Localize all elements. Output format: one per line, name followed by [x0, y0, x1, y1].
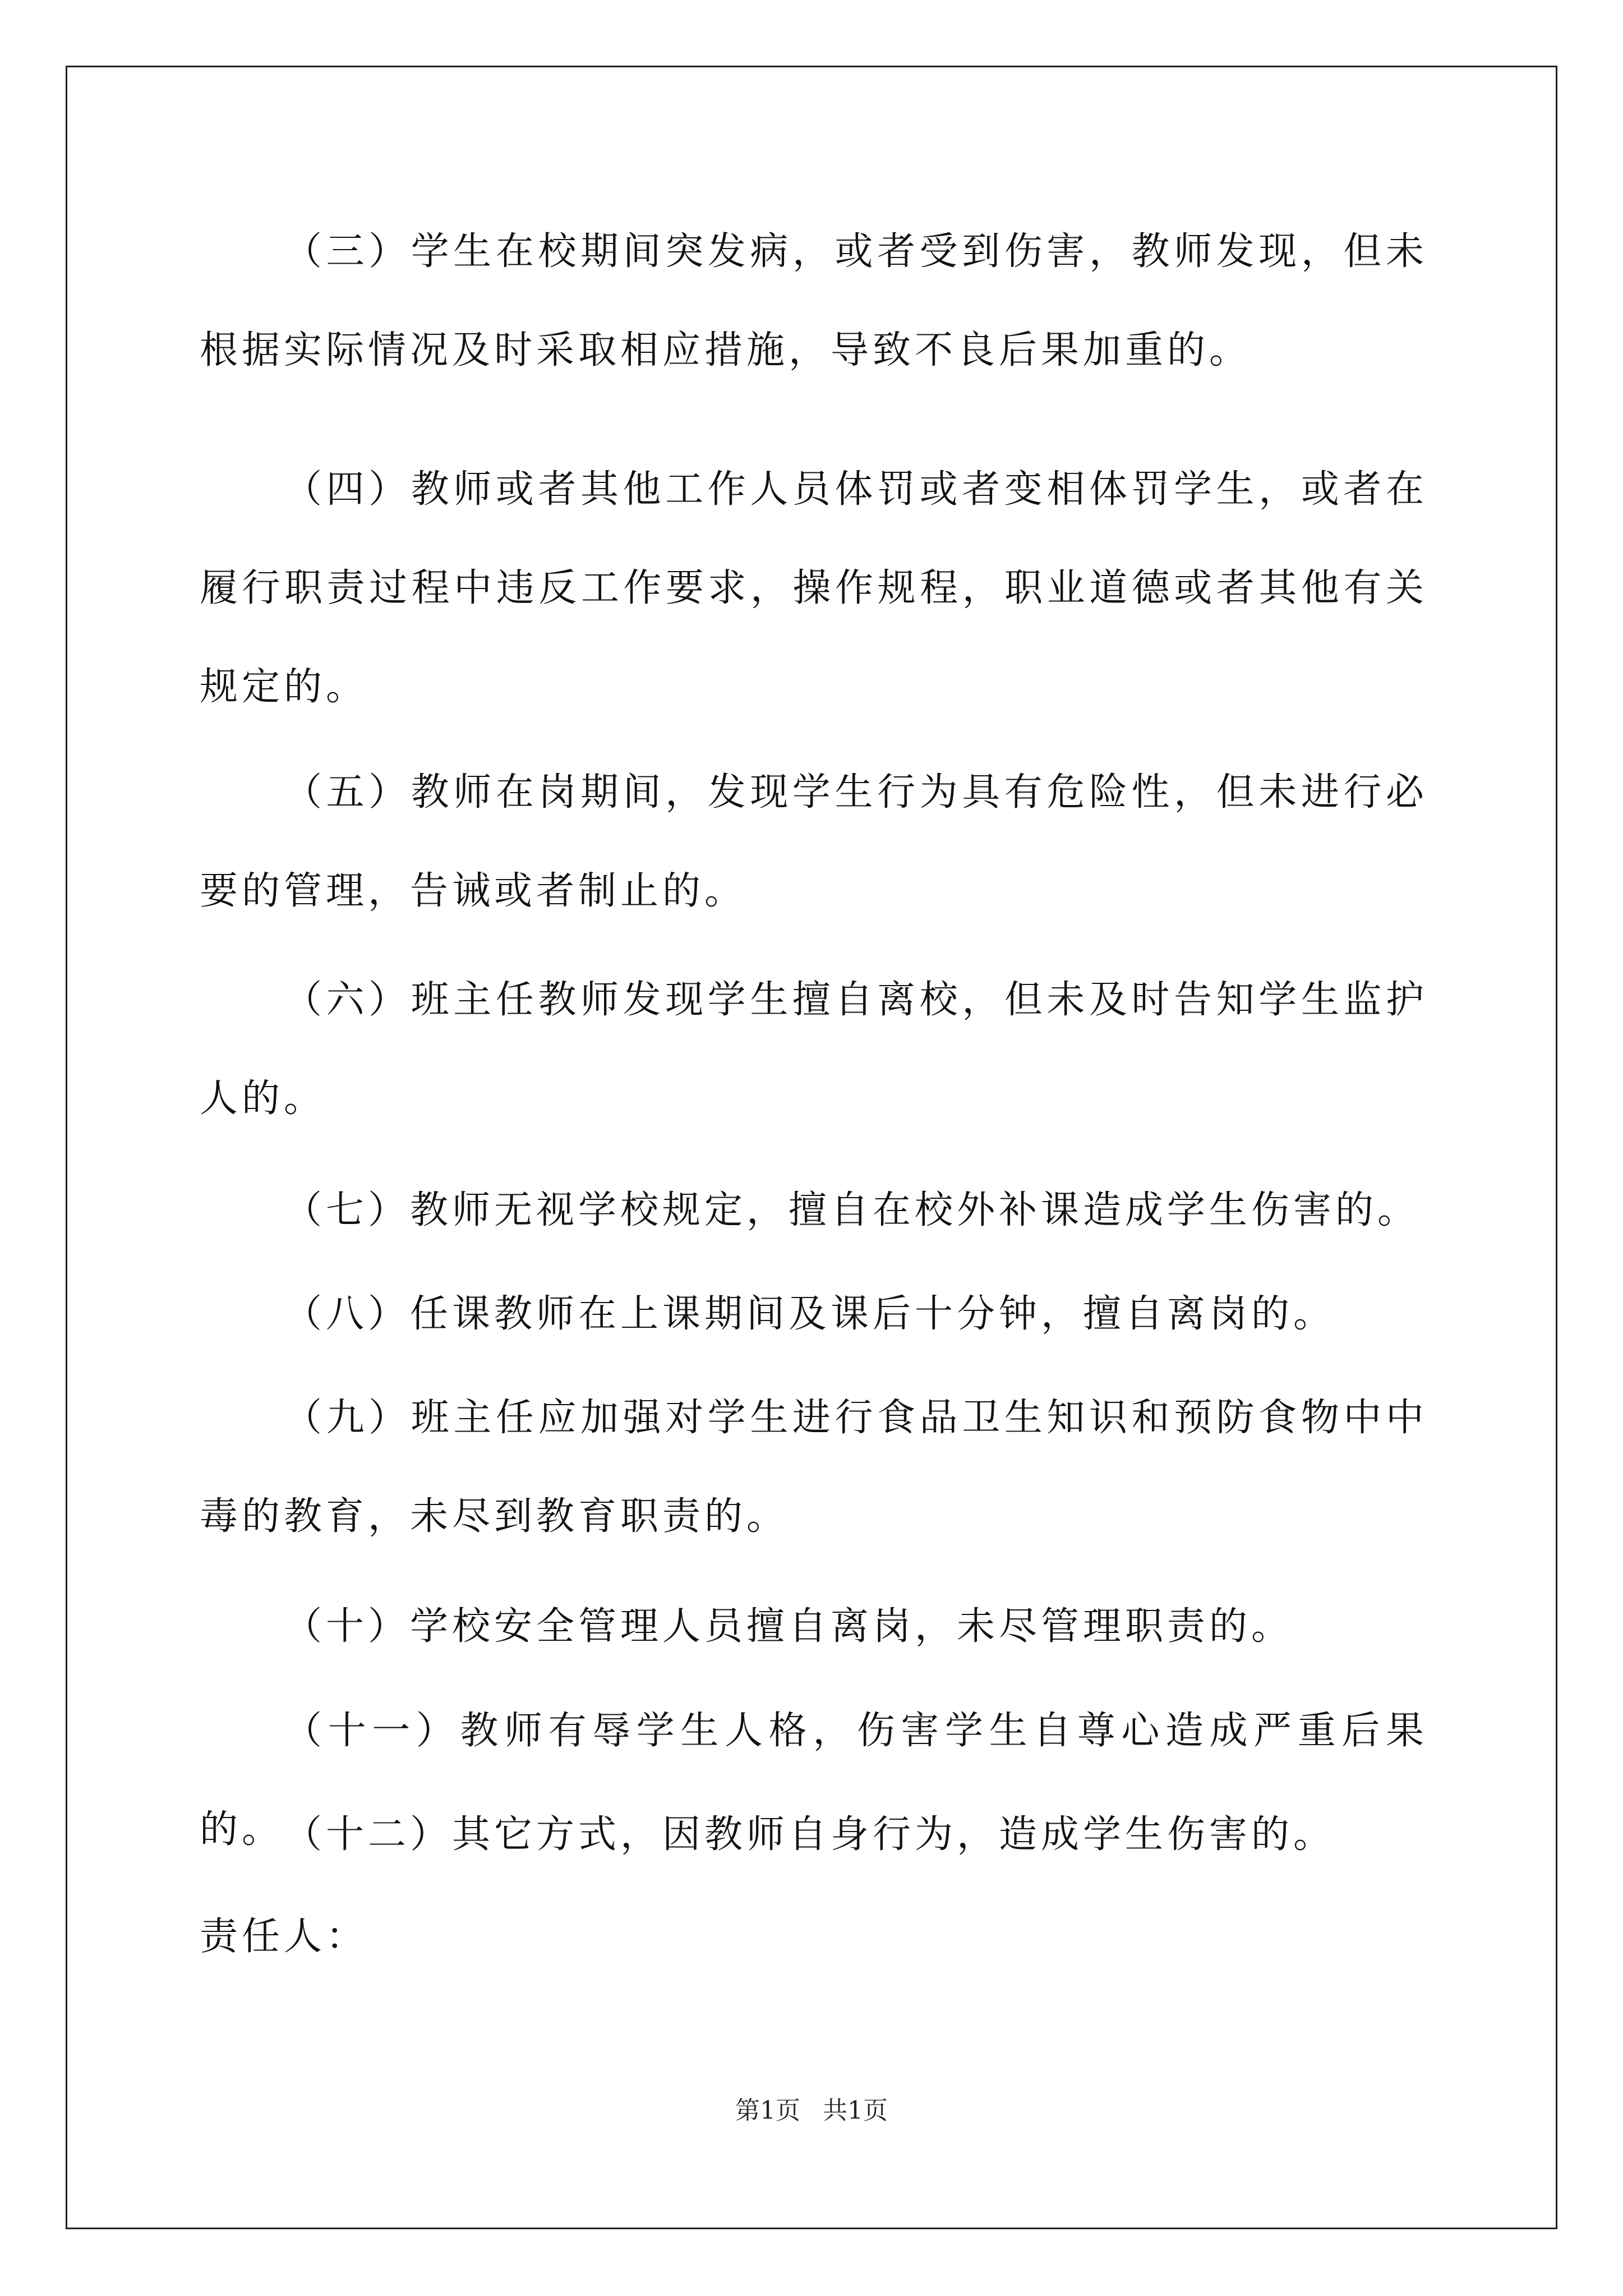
paragraph-4: （四）教师或者其他工作人员体罚或者变相体罚学生，或者在履行职责过程中违反工作要求，操作规程，职业道德或者其他有关规定的。 [200, 467, 1428, 709]
paragraph-7: （七）教师无视学校规定，擅自在校外补课造成学生伤害的。 [284, 1188, 1420, 1232]
paragraph-6: （六）班主任教师发现学生擅自离校，但未及时告知学生监护人的。 [200, 978, 1428, 1121]
page-number-current: 第1页 [735, 2096, 800, 2125]
paragraph-9: （九）班主任应加强对学生进行食品卫生知识和预防食物中中毒的教育，未尽到教育职责的。 [200, 1396, 1428, 1539]
paragraph-11: （十一）教师有辱学生人格，伤害学生自尊心造成严重后果的。 [200, 1709, 1428, 1852]
paragraph-5: （五）教师在岗期间，发现学生行为具有危险性，但未进行必要的管理，告诫或者制止的。 [200, 770, 1428, 913]
paragraph-3: （三）学生在校期间突发病，或者受到伤害，教师发现，但未根据实际情况及时采取相应措施，导致不良后果加重的。 [200, 229, 1428, 372]
page-footer [0, 2090, 1623, 2126]
paragraph-12: （十二）其它方式，因教师自身行为，造成学生伤害的。 [284, 1812, 1336, 1857]
paragraph-8: （八）任课教师在上课期间及课后十分钟，擅自离岗的。 [284, 1292, 1336, 1336]
paragraph-10: （十）学校安全管理人员擅自离岗，未尽管理职责的。 [284, 1604, 1294, 1649]
responsible-person-label: 责任人： [200, 1915, 368, 1959]
page-number-total: 共1页 [823, 2096, 888, 2125]
